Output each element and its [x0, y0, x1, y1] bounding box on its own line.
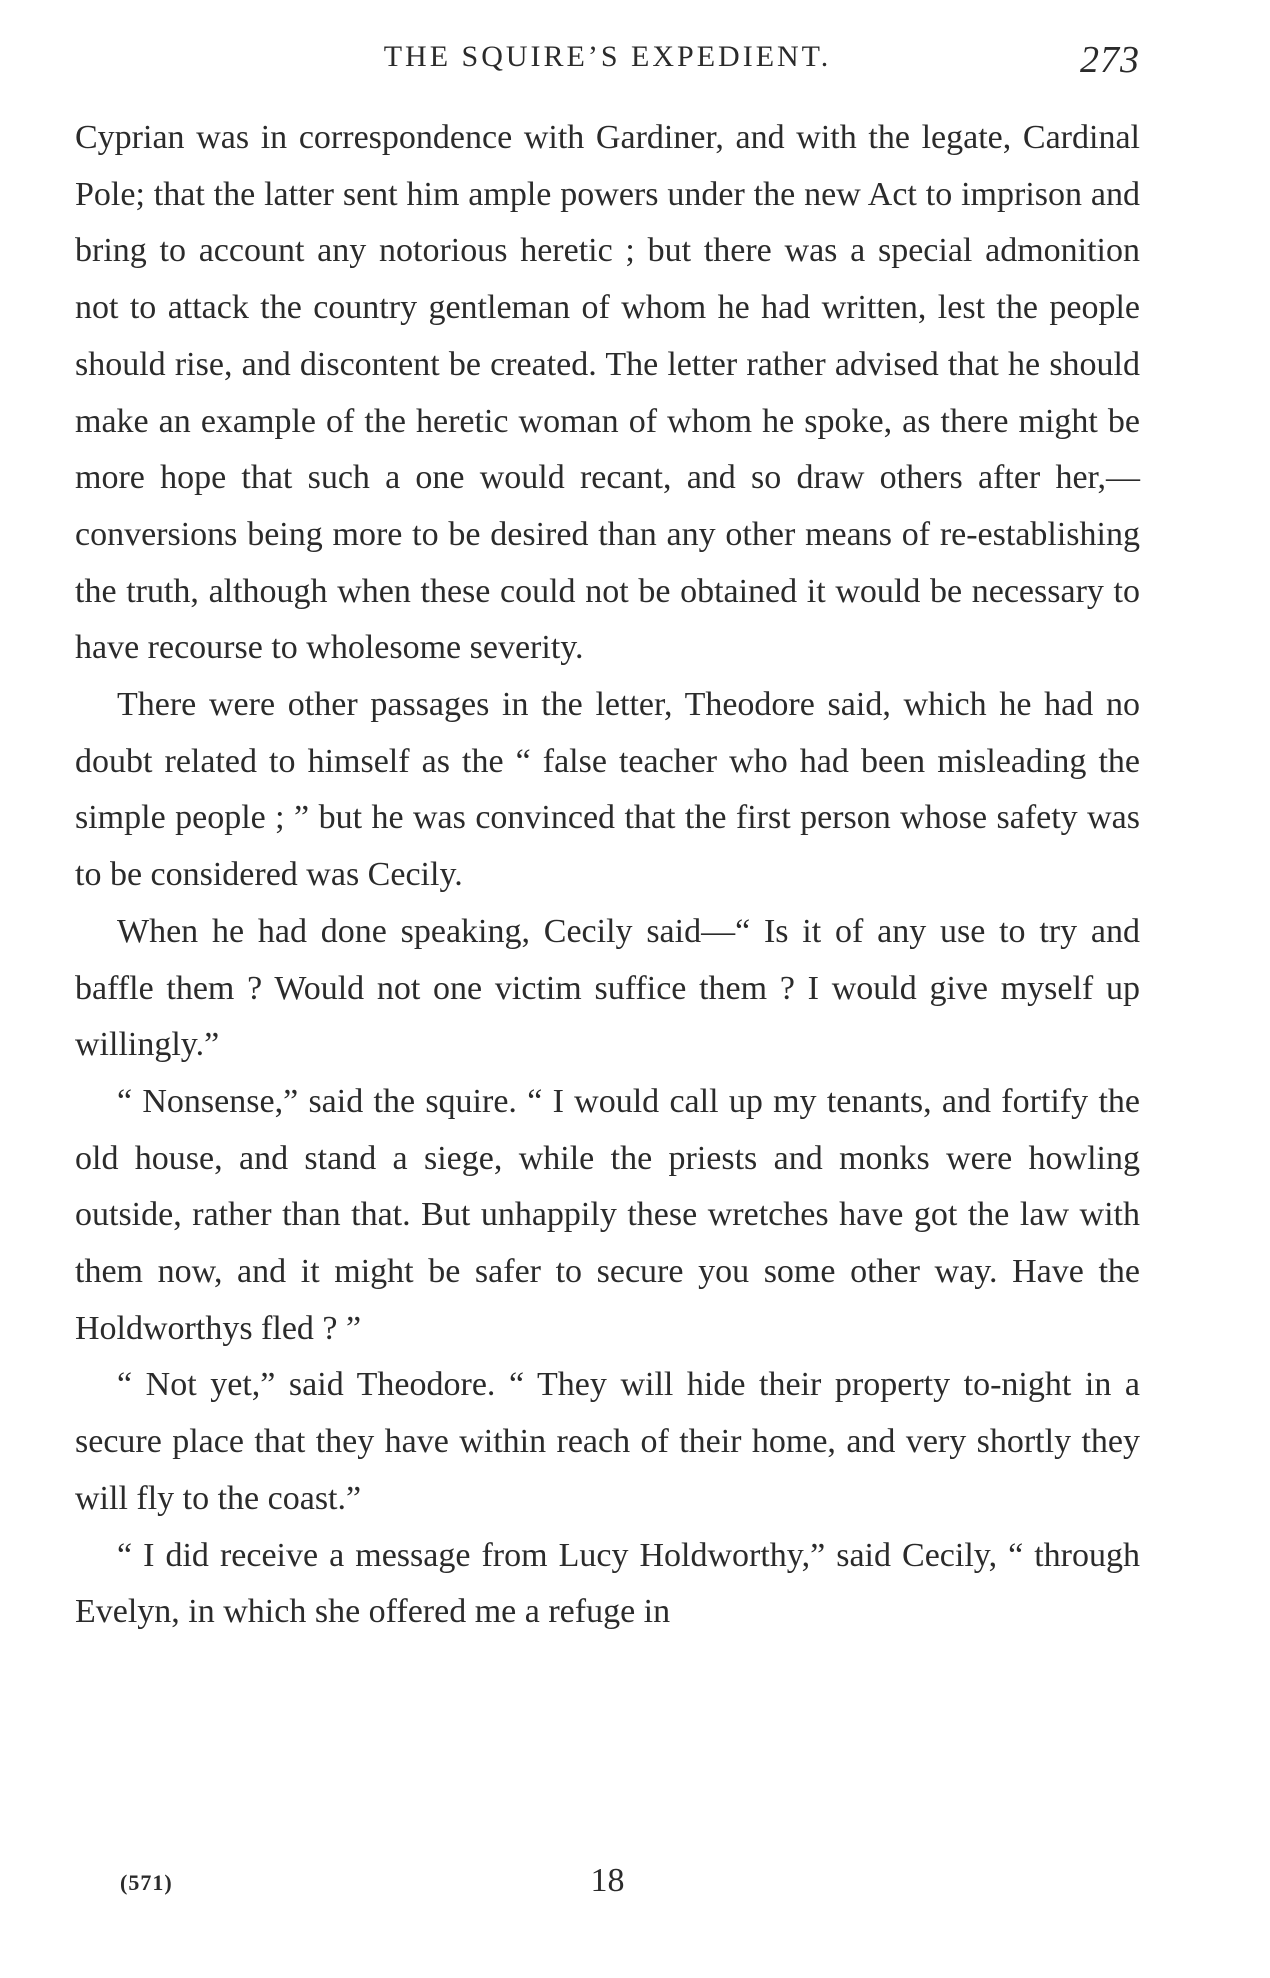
- paragraph: There were other passages in the letter, Theodore said, which he had no doubt related to himself as the “ false teacher who had been misleading the simple people ; ” but he was convinced that the first person whose safety was to be considered was Cecily.: [75, 686, 1140, 894]
- printer-mark: (571): [120, 1870, 173, 1895]
- paragraph: “ Nonsense,” said the squire. “ I would call up my tenants, and fortify the old house, and stand a siege, while the priests and monks were howling outside, rather than that. But unhappily these wretches have got the law with them now, and it might be safer to secure you some other way. Have the Holdworthys fled ? ”: [75, 1082, 1140, 1347]
- paragraph: “ I did receive a message from Lucy Holdworthy,” said Cecily, “ through Evelyn, in which she offered me a refuge in: [75, 1536, 1140, 1631]
- paragraph: “ Not yet,” said Theodore. “ They will hide their property to-night in a secure place that they have within reach of their home, and very shortly they will fly to the coast.”: [75, 1366, 1140, 1517]
- paragraph: Cyprian was in correspondence with Gardiner, and with the legate, Cardinal Pole; that the latter sent him ample powers under the new Act to imprison and bring to account any notorious heretic ; but there was a special admonition not to attack the country gentleman of whom he had written, lest the people should rise, and discontent be created. The letter rather advised that he should make an example of the heretic woman of whom he spoke, as there might be more hope that such a one would recant, and so draw others after her,—conversions being more to be desired than any other means of re-establishing the truth, although when these could not be obtained it would be necessary to have recourse to wholesome severity.: [75, 119, 1140, 667]
- page-number: 273: [1080, 39, 1140, 81]
- paragraph: When he had done speaking, Cecily said—“ Is it of any use to try and baffle them ? Would not one victim suffice them ? I would give myself up willingly.”: [75, 912, 1140, 1064]
- running-head: [75, 38, 1140, 88]
- running-title: THE SQUIRE’S EXPEDIENT.: [383, 40, 832, 73]
- signature-mark: 18: [590, 1862, 625, 1899]
- body-text: [75, 110, 1140, 1641]
- page-footer: [75, 1862, 1140, 1912]
